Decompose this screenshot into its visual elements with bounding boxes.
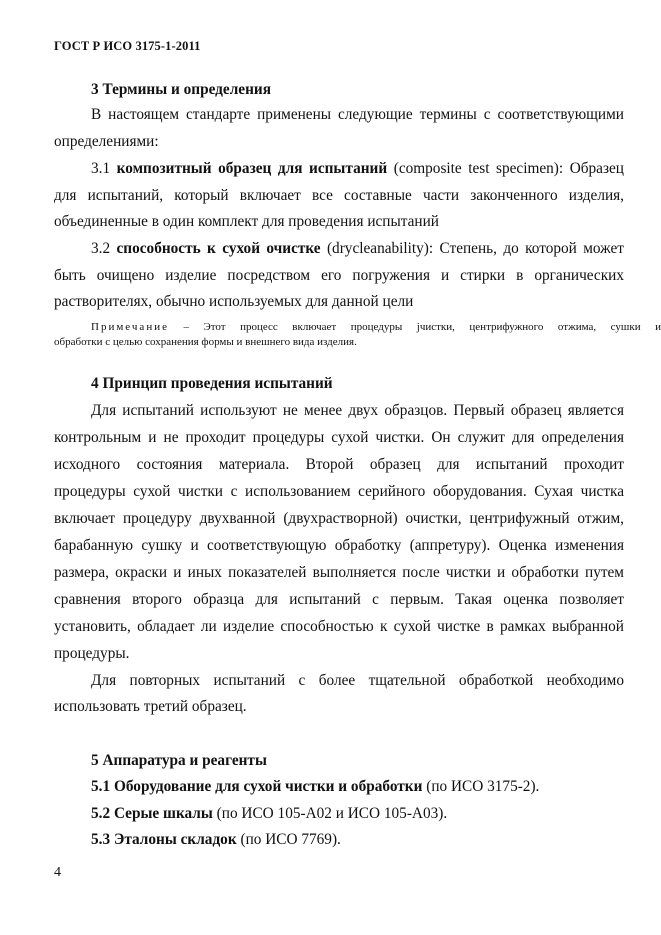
section-4-line-6: барабанную сушку и соответствующую обработку (аппретуру). Оценка изменения — [54, 537, 624, 554]
section-4-line-5: включает процедуру двухванной (двухрастворной) очистки, центрифужный отжим, — [54, 510, 624, 527]
section-4-line-10: процедуры. — [54, 645, 130, 662]
section-5-title: 5 Аппаратура и реагенты — [91, 752, 267, 769]
section-4-line-2: контрольным и не проходит процедуры сухой чистки. Он служит для определения — [54, 429, 624, 446]
section-4-line-12: использовать третий образец. — [54, 698, 247, 715]
note-line-2: обработки с целью сохранения формы и внешнего вида изделия. — [54, 336, 357, 348]
item-5-2: 5.2 Серые шкалы (по ИСО 105-А02 и ИСО 105-А03). — [91, 805, 448, 822]
section-4-line-1: Для испытаний используют не менее двух образцов. Первый образец является — [91, 402, 624, 419]
section-4-line-9: установить, обладает ли изделие способностью к сухой чистке в рамках выбранной — [54, 618, 624, 635]
section-3-title: 3 Термины и определения — [91, 81, 271, 98]
document-header: ГОСТ Р ИСО 3175-1-2011 — [54, 39, 201, 53]
section-4-line-7: размера, окраски и иных показателей выполняется после чистки и обработки путем — [54, 564, 624, 581]
item-5-3: 5.3 Эталоны складок (по ИСО 7769). — [91, 831, 341, 848]
section-3-intro-line-2: определениями: — [54, 133, 159, 150]
section-4-line-4: процедуры сухой чистки с использованием серийного оборудования. Сухая чистка — [54, 483, 624, 500]
term-3-1-line-3: объединенные в один комплект для проведения испытаний — [54, 213, 439, 230]
term-3-2-line-2: быть очищено изделие посредством его погружения и стирки в органических — [54, 267, 624, 284]
section-4-line-3: исходного состояния материала. Второй образец для испытаний проходит — [54, 456, 624, 473]
section-4-line-11: Для повторных испытаний с более тщательной обработкой необходимо — [91, 672, 624, 689]
section-4-line-8: сравнения второго образца для испытаний с первым. Такая оценка позволяет — [54, 591, 624, 608]
section-4-title: 4 Принцип проведения испытаний — [91, 375, 333, 392]
page-number: 4 — [54, 865, 61, 880]
note-line-1: Примечание – Этот процесс включает процедуры jчистки, центрифужного отжима, сушки и — [91, 321, 661, 333]
term-3-1-line-2: для испытаний, который включает все составные части законченного изделия, — [54, 187, 624, 204]
term-3-1-line-1: 3.1 композитный образец для испытаний (composite test specimen): Образец — [91, 160, 624, 177]
section-3-intro-line-1: В настоящем стандарте применены следующие термины с соответствующими — [91, 106, 624, 123]
term-3-2-line-3: растворителях, обычно используемых для данной цели — [54, 293, 414, 310]
item-5-1: 5.1 Оборудование для сухой чистки и обработки (по ИСО 3175-2). — [91, 778, 540, 795]
term-3-2-line-1: 3.2 способность к сухой очистке (drycleanability): Степень, до которой может — [91, 240, 624, 257]
